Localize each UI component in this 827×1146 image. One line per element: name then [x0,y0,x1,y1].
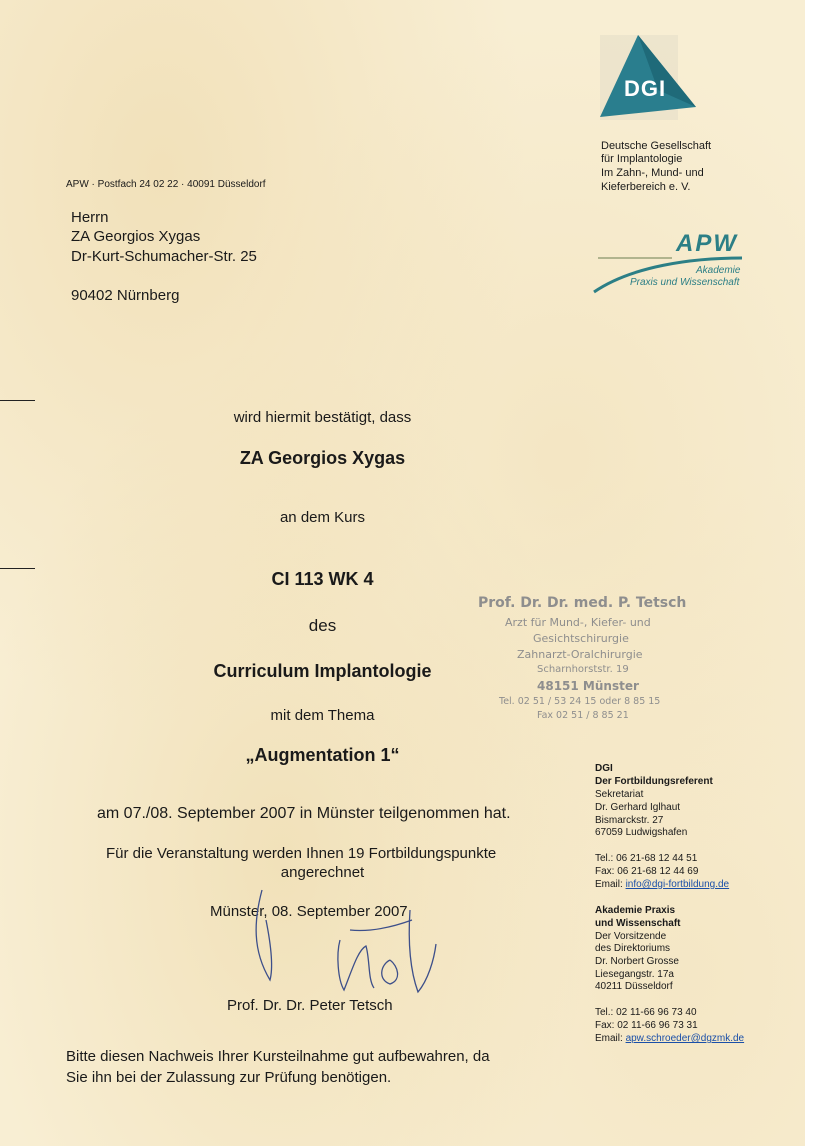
stamp-line-6: 48151 Münster [537,679,639,693]
stamp-line-5: Scharnhorststr. 19 [537,664,629,675]
apw-logo-text: APW [676,230,738,257]
apw-contact-line-2: des Direktoriums [595,943,671,954]
apw-contact-fax: Fax: 02 11-66 96 73 31 [595,1020,698,1031]
stamp-line-7: Tel. 02 51 / 53 24 15 oder 8 85 15 [499,696,661,707]
apw-email-label: Email: [595,1033,626,1044]
participant-name: ZA Georgios Xygas [239,448,406,468]
dgi-email-link[interactable]: info@dgi-fortbildung.de [625,879,730,890]
stamp-line-1: Prof. Dr. Dr. med. P. Tetsch [478,595,687,611]
signatory-name: Prof. Dr. Dr. Peter Tetsch [227,997,393,1014]
apw-logo [592,228,752,298]
apw-contact-tel: Tel.: 02 11-66 96 73 40 [595,1007,697,1018]
course-code: CI 113 WK 4 [271,569,374,589]
course-intro: an dem Kurs [279,509,366,526]
dgi-contact-email-row [595,879,729,891]
dgi-org-line-3: Im Zahn-, Mund- und [601,167,704,179]
dgi-email-label: Email: [595,879,626,890]
dgi-contact-subtitle: Der Fortbildungsreferent [595,776,713,787]
apw-contact-line-4: Liesegangstr. 17a [595,969,674,980]
apw-contact-line-1: Der Vorsitzende [595,931,667,942]
dgi-contact-line-1: Sekretariat [595,789,644,800]
points-line-1: Für die Veranstaltung werden Ihnen 19 Fortbildungspunkte [106,845,497,862]
apw-contact-email-row [595,1033,744,1045]
dgi-logo-text: DGI [624,76,667,101]
apw-contact-title-2: und Wissenschaft [595,918,681,929]
footer-line-2: Sie ihn bei der Zulassung zur Prüfung benötigen. [66,1069,392,1086]
recipient-salutation: Herrn [71,209,109,226]
intro-text: wird hiermit bestätigt, dass [233,409,412,426]
dgi-contact-line-2: Dr. Gerhard Iglhaut [595,802,681,813]
dgi-logo [598,35,678,120]
doctor-stamp [475,595,705,725]
recipient-city: 90402 Nürnberg [71,287,180,304]
page-edge [805,0,827,1146]
dgi-contact-line-3: Bismarckstr. 27 [595,815,664,826]
stamp-line-8: Fax 02 51 / 8 85 21 [537,710,629,721]
stamp-line-3: Gesichtschirurgie [533,632,629,645]
des-text: des [308,616,337,635]
apw-contact-line-3: Dr. Norbert Grosse [595,956,679,967]
fold-mark-top [0,400,35,401]
dgi-org-line-4: Kieferbereich e. V. [601,181,691,193]
stamp-line-4: Zahnarzt-Oralchirurgie [517,648,643,661]
fold-mark-bottom [0,568,35,569]
recipient-street: Dr-Kurt-Schumacher-Str. 25 [71,248,257,265]
apw-contact-title-1: Akademie Praxis [595,905,676,916]
stamp-line-2: Arzt für Mund-, Kiefer- und [505,616,651,629]
apw-sub-line-1: Akademie [696,265,741,276]
dgi-contact-line-4: 67059 Ludwigshafen [595,827,688,838]
sender-line: APW · Postfach 24 02 22 · 40091 Düsseldorf [66,179,266,190]
dgi-org-line-1: Deutsche Gesellschaft [601,140,712,152]
dgi-org-line-2: für Implantologie [601,153,683,165]
points-line-2: angerechnet [280,864,365,881]
apw-email-link[interactable]: apw.schroeder@dgzmk.de [625,1033,745,1044]
place-date: Münster, 08. September 2007 [210,903,408,920]
apw-sub-line-2: Praxis und Wissenschaft [630,277,740,288]
dgi-contact-tel: Tel.: 06 21-68 12 44 51 [595,853,698,864]
date-line: am 07./08. September 2007 in Münster teilgenommen hat. [97,805,511,822]
apw-contact-line-5: 40211 Düsseldorf [595,981,673,992]
dgi-contact-fax: Fax: 06 21-68 12 44 69 [595,866,699,877]
dgi-contact-title: DGI [595,763,613,774]
curriculum-title: Curriculum Implantologie [213,661,432,681]
footer-line-1: Bitte diesen Nachweis Ihrer Kursteilnahme gut aufbewahren, da [66,1048,490,1065]
theme-title: „Augmentation 1“ [245,745,400,765]
recipient-name: ZA Georgios Xygas [71,228,201,245]
signature-icon [240,880,460,1000]
theme-intro: mit dem Thema [270,707,375,724]
